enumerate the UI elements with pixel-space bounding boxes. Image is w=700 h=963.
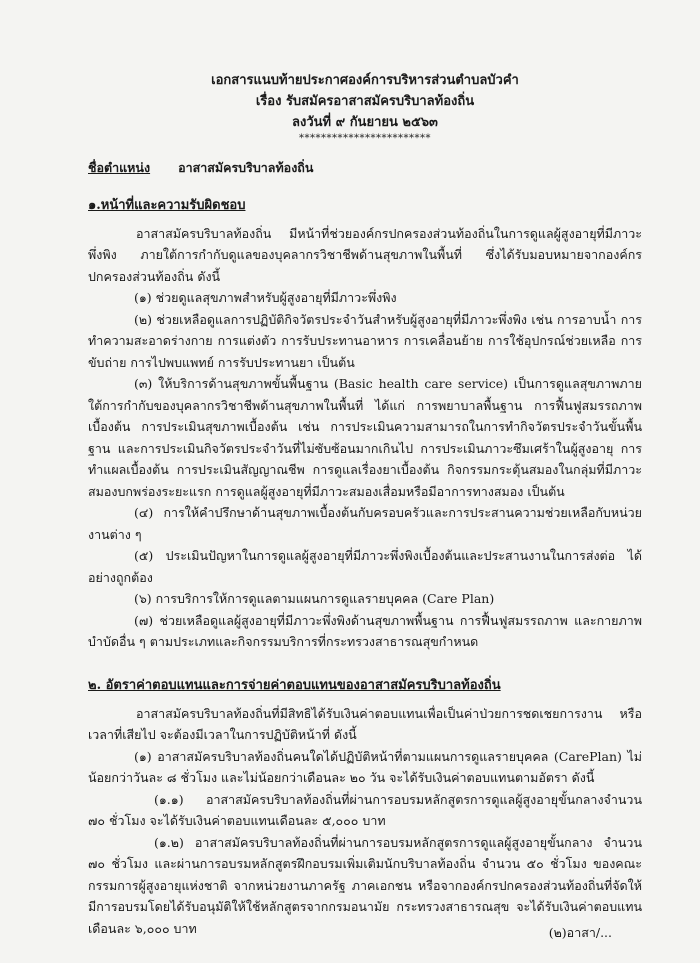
section-1-item-7: (๗) ช่วยเหลือดูแลผู้สูงอายุที่มีภาวะพึ่งพิงด้านสุขภาพพื้นฐาน การฟื้นฟูสมรรถภาพ และกายภาพ บำบัดอื่น ๆ ตามประเภทและกิจกรรมบริการที่กระทรวงสาธารณสุขกำหนด: [88, 612, 642, 649]
page-continuation: (๒)อาสา/...: [548, 925, 612, 940]
header-line-3: ลงวันที่ ๙ กันยายน ๒๕๖๓: [292, 115, 438, 130]
section-1-item-4: (๔) การให้คำปรึกษาด้านสุขภาพเบื้องต้นกับครอบครัวและการประสานความช่วยเหลือกับหน่วยงานต่าง ๆ: [88, 505, 642, 542]
section-1-item-2: (๒) ช่วยเหลือดูแลการปฏิบัติกิจวัตรประจำวันสำหรับผู้สูงอายุที่มีภาวะพึ่งพิง เช่น การอาบน้ำ การทำความสะอาดร่างกาย การแต่งตัว การรับประทานอาหาร การเคลื่อนย้าย การใช้อุปกรณ์ช่วยเหลือ การขับถ่าย การไปพบแพทย์ การรับประทานยา เป็นต้น: [88, 311, 642, 370]
position-row: [88, 157, 642, 179]
section-1-item-6: (๖) การบริการให้การดูแลตามแผนการดูแลรายบุคคล (Care Plan): [134, 591, 495, 606]
section-2-title: ๒. อัตราค่าตอบแทนและการจ่ายค่าตอบแทนของอาสาสมัครบริบาลท้องถิ่น: [88, 677, 501, 693]
section-1-item-1: (๑) ช่วยดูแลสุขภาพสำหรับผู้สูงอายุที่มีภาวะพึ่งพิง: [134, 290, 397, 305]
section-2-item-1: (๑) อาสาสมัครบริบาลท้องถิ่นคนใดได้ปฏิบัติหน้าที่ตามแผนการดูแลรายบุคคล (CarePlan) ไม่น้อยกว่าวันละ ๘ ชั่วโมง และไม่น้อยกว่าเดือนละ ๒๐ วัน จะได้รับเงินค่าตอบแทนตามอัตรา ดังนี้: [88, 748, 642, 785]
section-1-title: ๑.หน้าที่และความรับผิดชอบ: [88, 197, 246, 213]
position-value: อาสาสมัครบริบาลท้องถิ่น: [178, 160, 314, 175]
header-line-2: เรื่อง รับสมัครอาสาสมัครบริบาลท้องถิ่น: [255, 94, 475, 109]
section-2-sub-1-1: (๑.๑) อาสาสมัครบริบาลท้องถิ่นที่ผ่านการอบรมหลักสูตรการดูแลผู้สูงอายุขั้นกลางจำนวน ๗๐ ชั่วโมง จะได้รับเงินค่าตอบแทนเดือนละ ๕,๐๐๐ บาท: [88, 791, 642, 828]
header-line-1: เอกสารแนบท้ายประกาศองค์การบริหารส่วนตำบลบัวคำ: [211, 73, 519, 88]
header-divider: ************************: [299, 133, 431, 144]
section-1-item-5: (๕) ประเมินปัญหาในการดูแลผู้สูงอายุที่มีภาวะพึ่งพิงเบื้องต้นและประสานงานในการส่งต่อ ได้อย่างถูกต้อง: [88, 548, 642, 585]
section-1-item-3: (๓) ให้บริการด้านสุขภาพขั้นพื้นฐาน (Basic health care service) เป็นการดูแลสุขภาพภายใต้การกำกับของบุคลากรวิชาชีพด้านสุขภาพในพื้นที่ ได้แก่ การพยาบาลพื้นฐาน การฟื้นฟูสมรรถภาพเบื้องต้น การประเมินสุขภาพเบื้องต้น เช่น การประเมินความสามารถในการทำกิจวัตรประจำวันขั้นพื้นฐาน และการประเมินกิจวัตรประจำวันที่ไม่ซับซ้อนมากเกินไป การประเมินภาวะซึมเศร้าในผู้สูงอายุ การทำแผลเบื้องต้น การประเมินสัญญาณชีพ การดูแลเรื่องยาเบื้องต้น กิจกรรมกระตุ้นสมองในกลุ่มที่มีภาวะสมองบกพร่องระยะแรก การดูแลผู้สูงอายุที่มีภาวะสมองเสื่อมหรือมีอาการทางสมอง เป็นต้น: [88, 376, 642, 499]
section-2-sub-1-2: (๑.๒) อาสาสมัครบริบาลท้องถิ่นที่ผ่านการอบรมหลักสูตรการดูแลผู้สูงอายุขั้นกลาง จำนวน ๗๐ ชั่วโมง และผ่านการอบรมหลักสูตรฝึกอบรมเพิ่มเติมนักบริบาลท้องถิ่น จำนวน ๕๐ ชั่วโมง ของคณะกรรมการผู้สูงอายุแห่งชาติ จากหน่วยงานภาครัฐ ภาคเอกชน หรือจากองค์กรปกครองส่วนท้องถิ่นที่จัดให้มีการอบรมโดยได้รับอนุมัติให้ใช้หลักสูตรจากกรมอนามัย กระทรวงสาธารณสุข จะได้รับเงินค่าตอบแทนเดือนละ ๖,๐๐๐ บาท: [88, 834, 642, 936]
section-2-intro: อาสาสมัครบริบาลท้องถิ่นที่มีสิทธิได้รับเงินค่าตอบแทนเพื่อเป็นค่าป่วยการชดเชยการงาน หรือเวลาที่เสียไป จะต้องมีเวลาในการปฏิบัติหน้าที่ ดังนี้: [88, 705, 642, 742]
position-label: ชื่อตำแหน่ง: [88, 160, 151, 175]
section-1-intro: อาสาสมัครบริบาลท้องถิ่น มีหน้าที่ช่วยองค์กรปกครองส่วนท้องถิ่นในการดูแลผู้สูงอายุที่มีภาวะพึ่งพิง ภายใต้การกำกับดูแลของบุคลากรวิชาชีพด้านสุขภาพในพื้นที่ ซึ่งได้รับมอบหมายจากองค์กรปกครองส่วนท้องถิ่น ดังนี้: [88, 225, 642, 284]
